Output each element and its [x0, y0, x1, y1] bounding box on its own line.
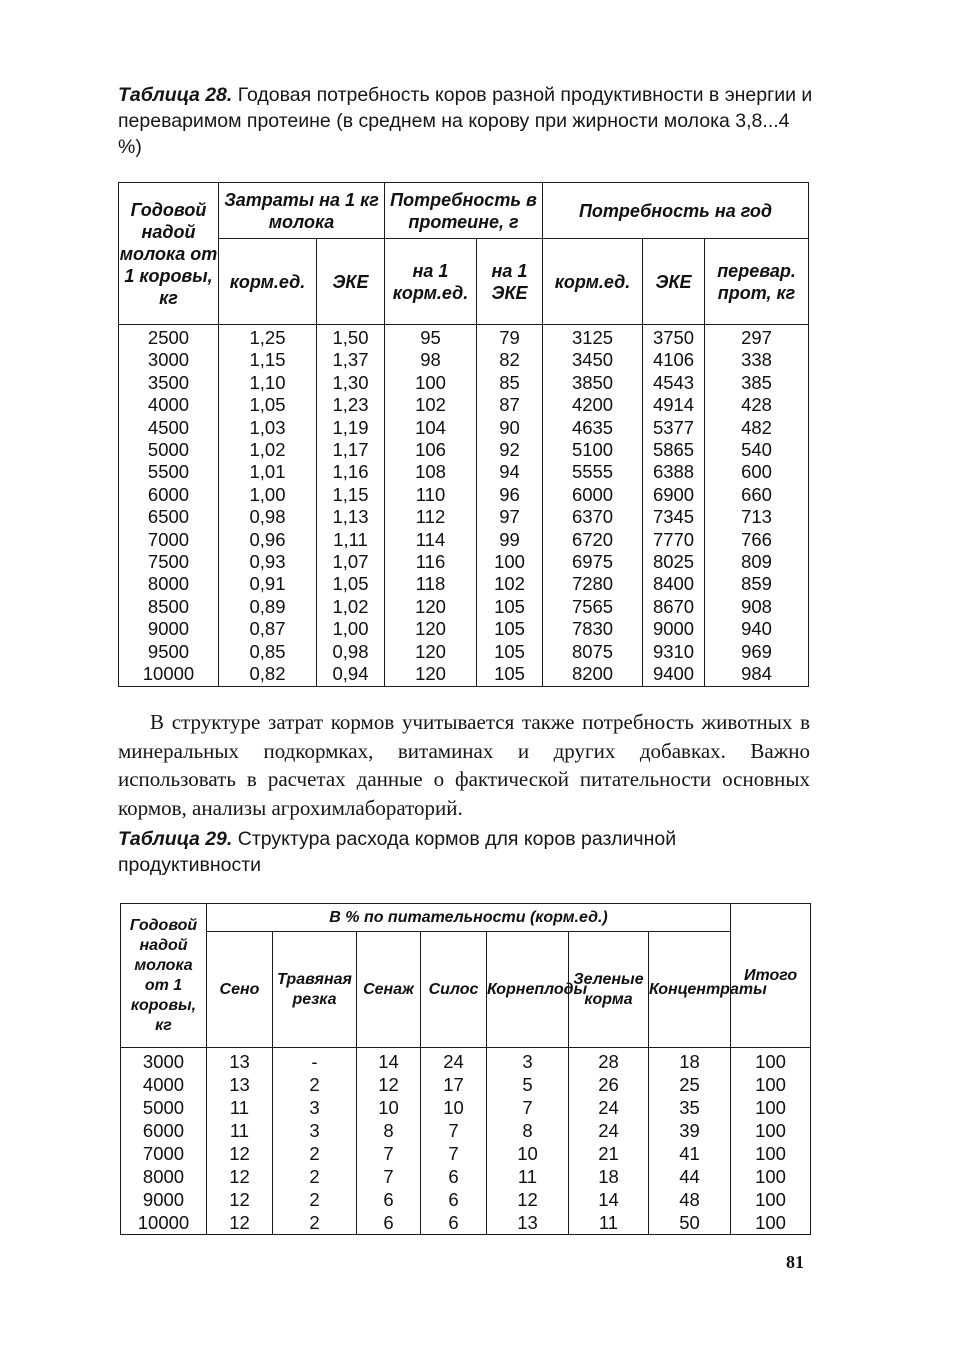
table-cell: 118 — [385, 573, 477, 595]
table-cell: 4000 — [119, 394, 219, 416]
table-cell: 6 — [357, 1211, 421, 1235]
table-cell: 21 — [569, 1142, 649, 1165]
table-cell: 1,17 — [317, 439, 385, 461]
table-cell: 3125 — [543, 325, 643, 350]
table-cell: 9000 — [121, 1188, 207, 1211]
table-cell: 7 — [357, 1165, 421, 1188]
table-row — [121, 1211, 811, 1235]
table-cell: 100 — [385, 372, 477, 394]
header-hay: Сено — [207, 932, 273, 1048]
table-cell: 79 — [477, 325, 543, 350]
table-cell: 50 — [649, 1211, 731, 1235]
table-cell: 0,98 — [317, 641, 385, 663]
table-row — [119, 484, 809, 506]
table-cell: 9400 — [643, 663, 705, 686]
table-cell: 8 — [357, 1119, 421, 1142]
table-cell: 82 — [477, 349, 543, 371]
table-cell: 7 — [487, 1096, 569, 1119]
table-cell: 102 — [477, 573, 543, 595]
table28-caption — [118, 82, 814, 160]
table29-caption-label: Таблица 29. — [118, 828, 233, 850]
table-cell: 1,00 — [317, 618, 385, 640]
table-cell: 13 — [207, 1048, 273, 1074]
table-cell: 2 — [273, 1073, 357, 1096]
table-cell: 1,03 — [219, 417, 317, 439]
table-row — [121, 1048, 811, 1074]
table-cell: 7280 — [543, 573, 643, 595]
table-cell: 6 — [421, 1188, 487, 1211]
table-cell: 105 — [477, 663, 543, 686]
table-cell: 100 — [477, 551, 543, 573]
table-cell: 12 — [207, 1142, 273, 1165]
header-yield: Годовой надой молока от 1 коровы, кг — [121, 904, 207, 1048]
table-cell: 5377 — [643, 417, 705, 439]
table-cell: 3 — [273, 1119, 357, 1142]
table-cell: 8670 — [643, 596, 705, 618]
table-cell: 10 — [421, 1096, 487, 1119]
header-silage: Силос — [421, 932, 487, 1048]
table-cell: 11 — [569, 1211, 649, 1235]
table-cell: 4200 — [543, 394, 643, 416]
table-cell: 1,05 — [317, 573, 385, 595]
table-cell: 7770 — [643, 529, 705, 551]
table-cell: 114 — [385, 529, 477, 551]
table-cell: 120 — [385, 663, 477, 686]
table-cell: 297 — [705, 325, 809, 350]
table29-caption — [118, 826, 814, 878]
table-cell: 104 — [385, 417, 477, 439]
table-cell: 106 — [385, 439, 477, 461]
table-cell: 6388 — [643, 461, 705, 483]
table-cell: 1,19 — [317, 417, 385, 439]
table-cell: 428 — [705, 394, 809, 416]
header-total: Итого — [731, 904, 811, 1048]
table-cell: 1,01 — [219, 461, 317, 483]
table-cell: 12 — [357, 1073, 421, 1096]
table-row — [119, 573, 809, 595]
header-feed-units: корм.ед. — [219, 239, 317, 325]
header-concentrates: Концентраты — [649, 932, 731, 1048]
table-cell: 8500 — [119, 596, 219, 618]
table-cell: 1,15 — [219, 349, 317, 371]
table-cell: 0,85 — [219, 641, 317, 663]
table-cell: 6000 — [119, 484, 219, 506]
table-row — [119, 618, 809, 640]
table-cell: 8000 — [121, 1165, 207, 1188]
table-cell: 7 — [421, 1142, 487, 1165]
table-cell: 100 — [731, 1165, 811, 1188]
table-cell: 4000 — [121, 1073, 207, 1096]
table-cell: 12 — [487, 1188, 569, 1211]
table-cell: 10 — [357, 1096, 421, 1119]
table-cell: 6 — [421, 1165, 487, 1188]
table-cell: 39 — [649, 1119, 731, 1142]
table-cell: 940 — [705, 618, 809, 640]
table-cell: 105 — [477, 641, 543, 663]
table-cell: 0,87 — [219, 618, 317, 640]
header-digestible-protein: перевар. прот, кг — [705, 239, 809, 325]
table-cell: 6 — [421, 1211, 487, 1235]
table-cell: 6000 — [543, 484, 643, 506]
table-cell: 25 — [649, 1073, 731, 1096]
table-cell: 7345 — [643, 506, 705, 528]
table-cell: 99 — [477, 529, 543, 551]
header-green-feed: Зеленые корма — [569, 932, 649, 1048]
table-cell: 112 — [385, 506, 477, 528]
table-row — [121, 1188, 811, 1211]
table-cell: 4500 — [119, 417, 219, 439]
table-cell: 2 — [273, 1142, 357, 1165]
table-cell: 660 — [705, 484, 809, 506]
table-cell: 1,07 — [317, 551, 385, 573]
table-cell: 24 — [569, 1096, 649, 1119]
table-cell: 2500 — [119, 325, 219, 350]
table-cell: 95 — [385, 325, 477, 350]
table-cell: 3000 — [121, 1048, 207, 1074]
table-cell: 2 — [273, 1188, 357, 1211]
table-row — [119, 461, 809, 483]
table-cell: 5000 — [121, 1096, 207, 1119]
table-cell: 18 — [569, 1165, 649, 1188]
table-cell: 984 — [705, 663, 809, 686]
table-cell: 0,91 — [219, 573, 317, 595]
table-cell: 8075 — [543, 641, 643, 663]
table-cell: 11 — [207, 1096, 273, 1119]
table-cell: 2 — [273, 1211, 357, 1235]
table-cell: 6720 — [543, 529, 643, 551]
table-cell: 7830 — [543, 618, 643, 640]
table-row — [121, 1119, 811, 1142]
table-cell: 24 — [569, 1119, 649, 1142]
table-cell: 5100 — [543, 439, 643, 461]
table-cell: 100 — [731, 1073, 811, 1096]
table-cell: 14 — [569, 1188, 649, 1211]
header-year-need: Потребность на год — [543, 183, 809, 239]
table-cell: 6 — [357, 1188, 421, 1211]
header-eke: ЭКЕ — [317, 239, 385, 325]
table-cell: 100 — [731, 1048, 811, 1074]
table-cell: 97 — [477, 506, 543, 528]
table-row — [119, 325, 809, 350]
table-cell: 6000 — [121, 1119, 207, 1142]
table-row — [119, 663, 809, 686]
table-cell: 100 — [731, 1211, 811, 1235]
table-cell: 4106 — [643, 349, 705, 371]
table-cell: 90 — [477, 417, 543, 439]
table-cell: 10000 — [121, 1211, 207, 1235]
table-row — [119, 349, 809, 371]
table-cell: 17 — [421, 1073, 487, 1096]
table-cell: 0,89 — [219, 596, 317, 618]
table-cell: 100 — [731, 1096, 811, 1119]
table-cell: 766 — [705, 529, 809, 551]
table-cell: 12 — [207, 1188, 273, 1211]
table-cell: 0,94 — [317, 663, 385, 686]
table-cell: 969 — [705, 641, 809, 663]
table-cell: 98 — [385, 349, 477, 371]
table-cell: 8025 — [643, 551, 705, 573]
page-number: 81 — [786, 1252, 804, 1272]
table-row — [119, 394, 809, 416]
table-cell: 338 — [705, 349, 809, 371]
table-cell: 1,16 — [317, 461, 385, 483]
table-cell: 8 — [487, 1119, 569, 1142]
table-cell: 12 — [207, 1165, 273, 1188]
table-cell: 7 — [421, 1119, 487, 1142]
table-cell: 859 — [705, 573, 809, 595]
table-row — [121, 1096, 811, 1119]
table-cell: 1,11 — [317, 529, 385, 551]
table-cell: 3450 — [543, 349, 643, 371]
header-year-feed-units: корм.ед. — [543, 239, 643, 325]
table-row — [119, 372, 809, 394]
table28-caption-text: Годовая потребность коров разной продуктивности в энергии и переваримом протеине (в среднем на корову при жирности молока 3,8...4 %) — [118, 84, 813, 158]
table-cell: 6370 — [543, 506, 643, 528]
table-cell: 4914 — [643, 394, 705, 416]
header-root-crops: Корнеплоды — [487, 932, 569, 1048]
table-cell: 14 — [357, 1048, 421, 1074]
table-cell: 5500 — [119, 461, 219, 483]
table-cell: 10 — [487, 1142, 569, 1165]
table-cell: 908 — [705, 596, 809, 618]
table-row — [119, 417, 809, 439]
table-cell: 26 — [569, 1073, 649, 1096]
table-cell: 100 — [731, 1188, 811, 1211]
table-cell: 12 — [207, 1211, 273, 1235]
table-cell: 1,50 — [317, 325, 385, 350]
table-cell: 48 — [649, 1188, 731, 1211]
table-cell: 3750 — [643, 325, 705, 350]
table-cell: 1,02 — [219, 439, 317, 461]
table-cell: 6900 — [643, 484, 705, 506]
header-year-eke: ЭКЕ — [643, 239, 705, 325]
table-cell: 110 — [385, 484, 477, 506]
table-cell: 9000 — [119, 618, 219, 640]
table-cell: 8200 — [543, 663, 643, 686]
table-cell: 5 — [487, 1073, 569, 1096]
table-cell: 8000 — [119, 573, 219, 595]
table29 — [120, 903, 811, 1235]
table-cell: 1,00 — [219, 484, 317, 506]
table-cell: 0,82 — [219, 663, 317, 686]
table-cell: 482 — [705, 417, 809, 439]
header-per-feed-unit: на 1 корм.ед. — [385, 239, 477, 325]
table-cell: 3 — [273, 1096, 357, 1119]
table-cell: 0,96 — [219, 529, 317, 551]
table-cell: 3000 — [119, 349, 219, 371]
table-cell: 3 — [487, 1048, 569, 1074]
table-cell: 13 — [487, 1211, 569, 1235]
table-row — [119, 551, 809, 573]
table-cell: 105 — [477, 596, 543, 618]
header-yield: Годовой надой молока от 1 коровы, кг — [119, 183, 219, 325]
table-cell: 11 — [207, 1119, 273, 1142]
table-cell: 120 — [385, 641, 477, 663]
table-cell: 2 — [273, 1165, 357, 1188]
table-cell: 116 — [385, 551, 477, 573]
table-cell: 94 — [477, 461, 543, 483]
table-cell: 100 — [731, 1142, 811, 1165]
table-cell: 105 — [477, 618, 543, 640]
table-cell: 41 — [649, 1142, 731, 1165]
table-cell: 100 — [731, 1119, 811, 1142]
table-cell: 120 — [385, 596, 477, 618]
table-cell: 18 — [649, 1048, 731, 1074]
table-cell: 0,98 — [219, 506, 317, 528]
body-paragraph: В структуре затрат кормов учитывается также потребность животных в минеральных подкормках, витаминах и других добавках. Важно использовать в расчетах данные о фактической питательности основных кормов, анализы агрохимлабораторий. — [118, 710, 810, 820]
table-cell: 540 — [705, 439, 809, 461]
table-cell: 35 — [649, 1096, 731, 1119]
table28-caption-label: Таблица 28. — [118, 84, 233, 106]
table-cell: 1,15 — [317, 484, 385, 506]
table-cell: 6975 — [543, 551, 643, 573]
table-cell: 7500 — [119, 551, 219, 573]
table-cell: 4635 — [543, 417, 643, 439]
table-cell: 5555 — [543, 461, 643, 483]
header-haylage: Сенаж — [357, 932, 421, 1048]
table-cell: 3500 — [119, 372, 219, 394]
table-cell: 4543 — [643, 372, 705, 394]
table-row — [119, 596, 809, 618]
table-cell: 0,93 — [219, 551, 317, 573]
table-cell: 28 — [569, 1048, 649, 1074]
table-cell: 120 — [385, 618, 477, 640]
table-cell: 809 — [705, 551, 809, 573]
table-cell: 1,37 — [317, 349, 385, 371]
header-group: В % по питательности (корм.ед.) — [207, 904, 731, 932]
table-row — [119, 506, 809, 528]
header-grass-cut: Травяная резка — [273, 932, 357, 1048]
header-costs-per-kg: Затраты на 1 кг молока — [219, 183, 385, 239]
table-cell: 9310 — [643, 641, 705, 663]
table-cell: 24 — [421, 1048, 487, 1074]
table-cell: 1,02 — [317, 596, 385, 618]
table-cell: 7000 — [119, 529, 219, 551]
table-cell: 600 — [705, 461, 809, 483]
table-row — [119, 529, 809, 551]
table-cell: 7000 — [121, 1142, 207, 1165]
table-cell: 85 — [477, 372, 543, 394]
table-cell: 44 — [649, 1165, 731, 1188]
table-cell: 7565 — [543, 596, 643, 618]
table-cell: 7 — [357, 1142, 421, 1165]
table-cell: 92 — [477, 439, 543, 461]
table-cell: 9500 — [119, 641, 219, 663]
table-cell: 13 — [207, 1073, 273, 1096]
table-cell: 9000 — [643, 618, 705, 640]
table-cell: 3850 — [543, 372, 643, 394]
table-cell: 5865 — [643, 439, 705, 461]
table28 — [118, 182, 809, 687]
table-cell: 1,05 — [219, 394, 317, 416]
table-cell: 713 — [705, 506, 809, 528]
table-cell: 6500 — [119, 506, 219, 528]
table-cell: 1,13 — [317, 506, 385, 528]
table-cell: 385 — [705, 372, 809, 394]
table29-caption-text: Структура расхода кормов для коров различной продуктивности — [118, 828, 677, 876]
table-cell: 108 — [385, 461, 477, 483]
table-cell: 96 — [477, 484, 543, 506]
table-cell: 1,25 — [219, 325, 317, 350]
table-cell: 1,23 — [317, 394, 385, 416]
table-cell: 8400 — [643, 573, 705, 595]
table-cell: 1,10 — [219, 372, 317, 394]
table-row — [121, 1142, 811, 1165]
table-row — [119, 439, 809, 461]
table-cell: 102 — [385, 394, 477, 416]
table-row — [119, 641, 809, 663]
table-cell: - — [273, 1048, 357, 1074]
table-cell: 5000 — [119, 439, 219, 461]
table-cell: 10000 — [119, 663, 219, 686]
table-cell: 1,30 — [317, 372, 385, 394]
table-cell: 87 — [477, 394, 543, 416]
table-cell: 11 — [487, 1165, 569, 1188]
table-row — [121, 1073, 811, 1096]
table-row — [121, 1165, 811, 1188]
header-per-eke: на 1 ЭКЕ — [477, 239, 543, 325]
header-protein-need: Потребность в протеине, г — [385, 183, 543, 239]
